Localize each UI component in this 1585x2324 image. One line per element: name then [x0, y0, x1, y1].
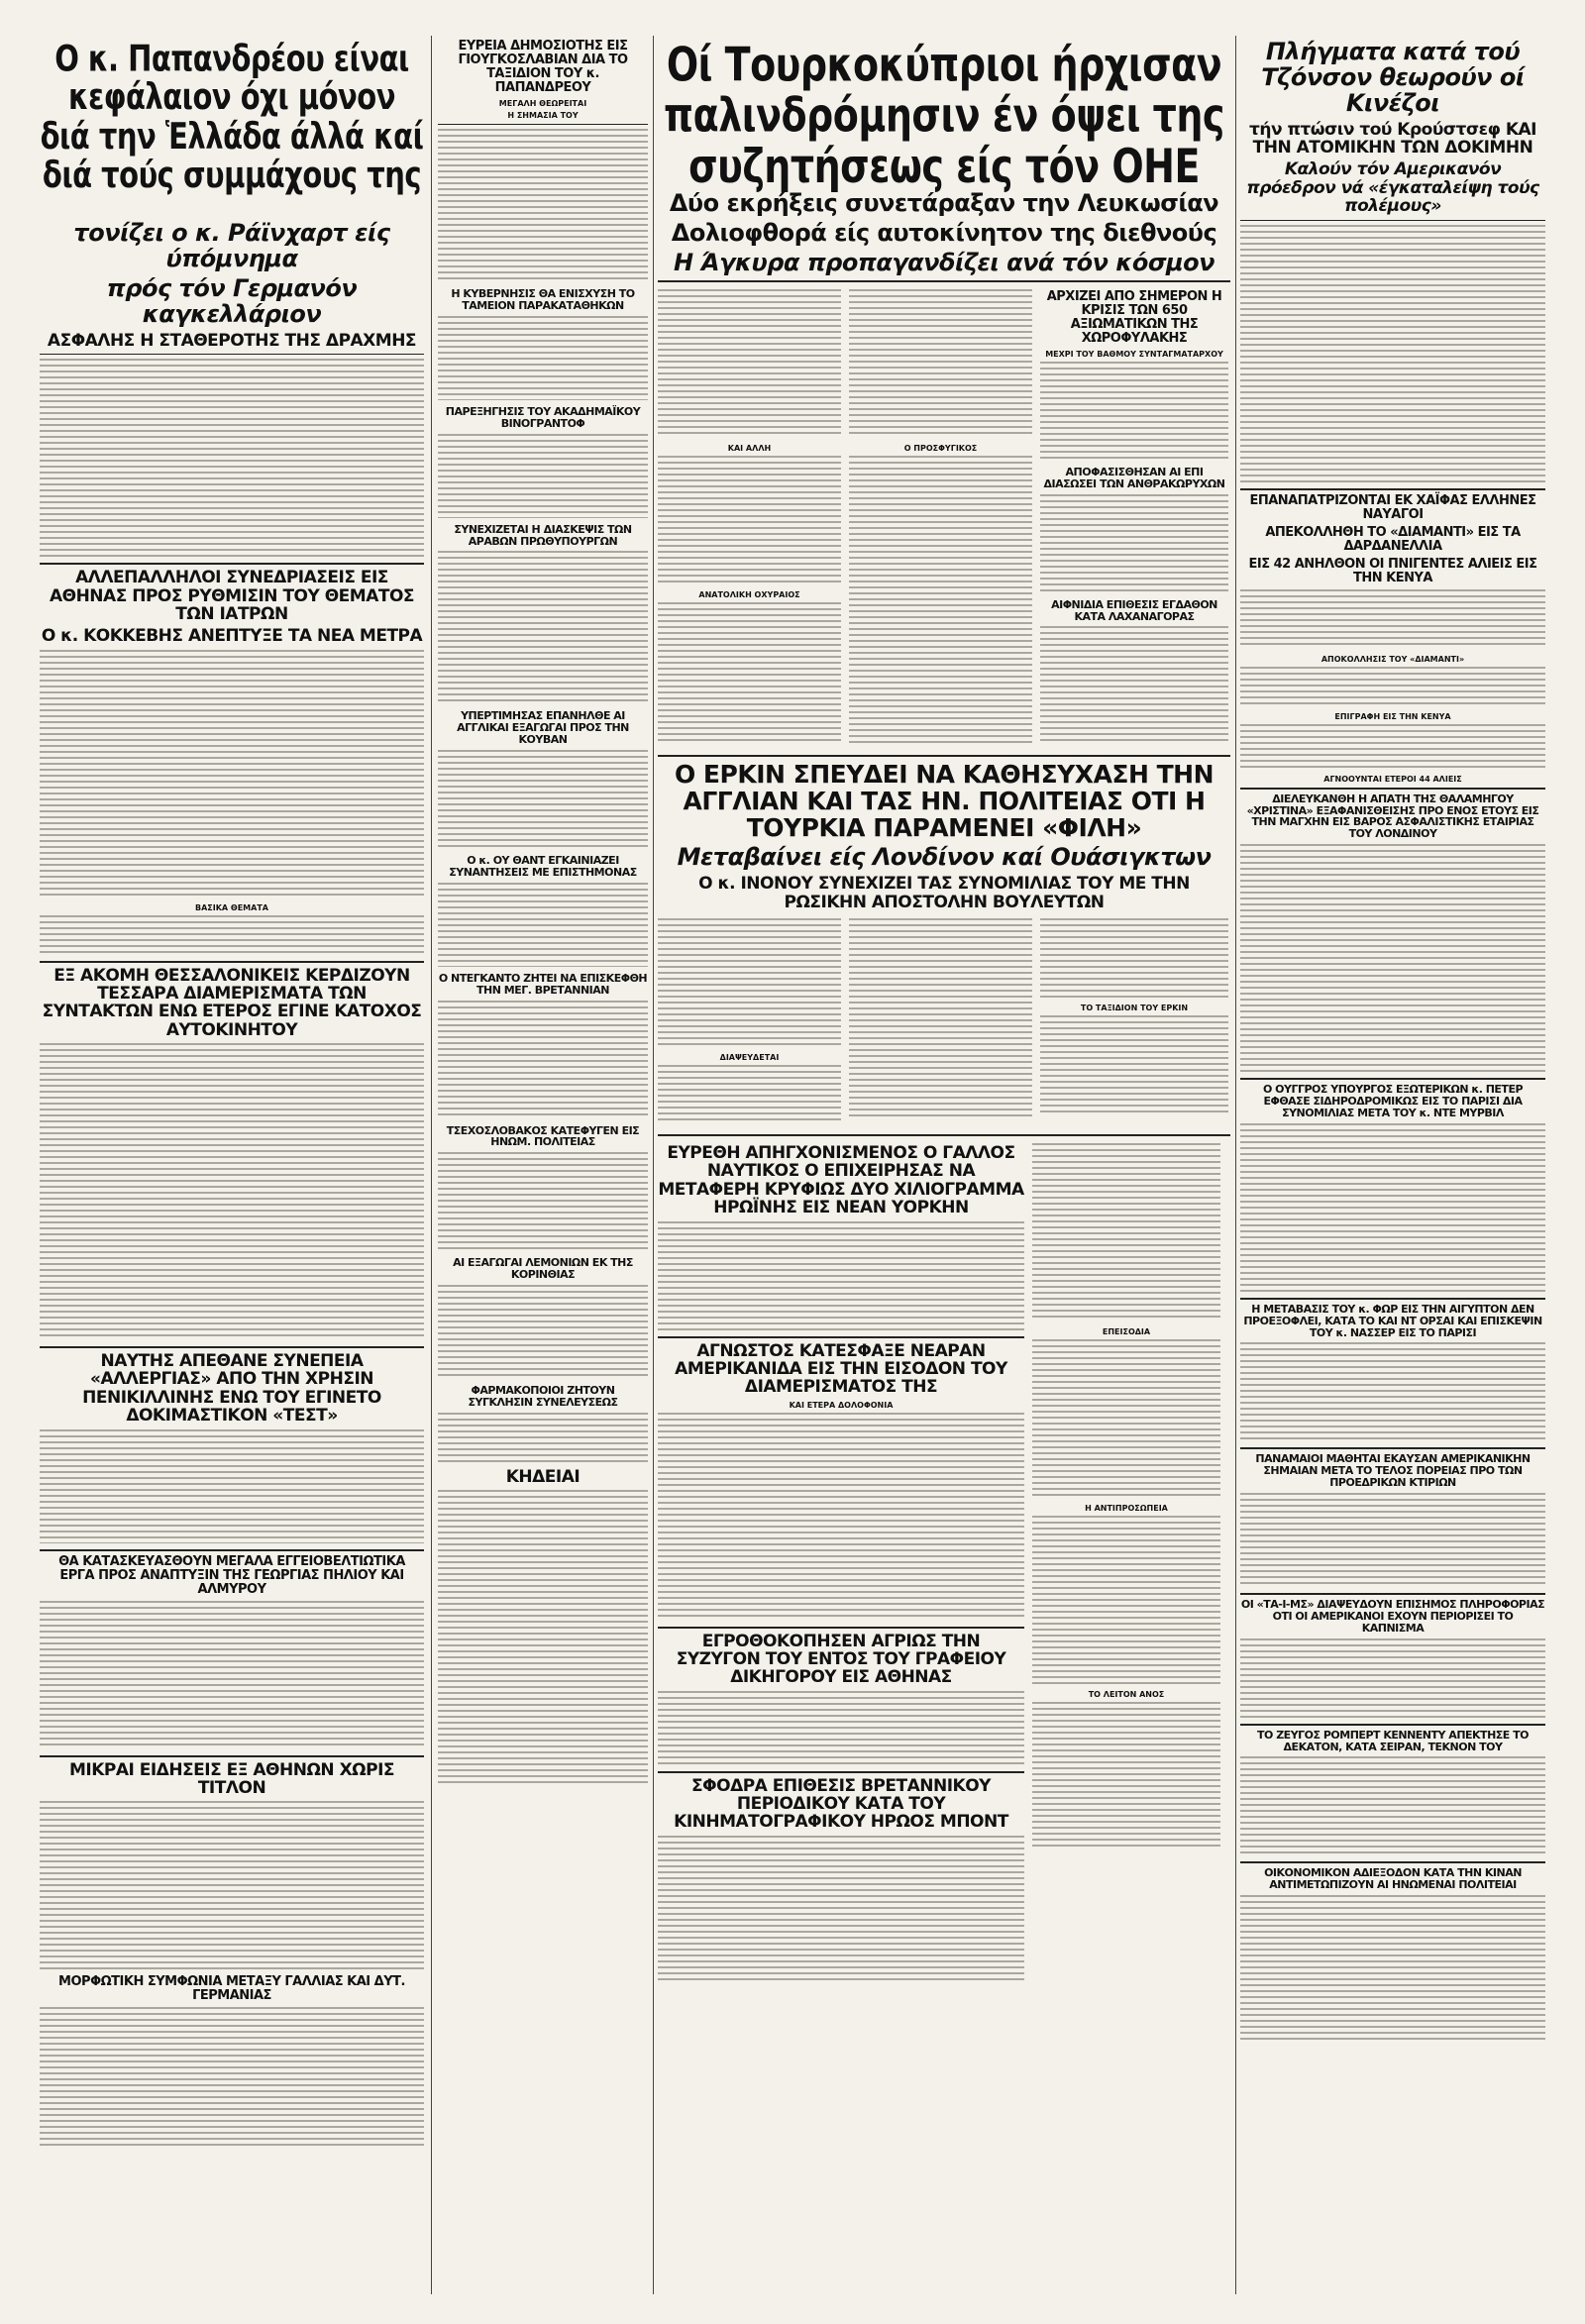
- section-heading: ΕΠΕΙΣΟΔΙΑ: [1102, 1327, 1151, 1337]
- article-text: [1040, 1015, 1228, 1114]
- headline-reinhardt-2: πρός τόν Γερμανόν καγκελλάριον: [106, 274, 358, 328]
- sub-column: [658, 1140, 1024, 1990]
- article-text: [438, 129, 648, 282]
- headline-pharmacists: ΦΑΡΜΑΚΟΠΟΙΟΙ ΖΗΤΟΥΝ ΣΥΓΚΛΗΣΙΝ ΣΥΝΕΛΕΥΣΕΩΣ: [468, 1384, 618, 1409]
- divider: [1240, 1724, 1545, 1726]
- sub-columns: [658, 1140, 1230, 1990]
- headline-kenya: ΕΙΣ 42 ΑΝΗΛΘΟΝ ΟΙ ΠΝΙΓΕΝΤΕΣ ΑΛΙΕΙΣ ΕΙΣ ΤΗΝ ΚΕΝΥΑ: [1248, 556, 1537, 585]
- divider: [658, 1336, 1024, 1338]
- headline-panama: ΠΑΝΑΜΑΙΟΙ ΜΑΘΗΤΑΙ ΕΚΑΥΣΑΝ ΑΜΕΡΙΚΑΝΙΚΗΝ ΣΗΜΑΙΑΝ ΜΕΤΑ ΤΟ ΤΕΛΟΣ ΠΟΡΕΙΑΣ ΠΡΟ ΤΩΝ ΠΡΟΕΔΡΙΚΩΝ ΚΤΙΡΙΩΝ: [1255, 1452, 1531, 1490]
- sub-column: [1032, 1140, 1220, 1990]
- section-heading: ΚΑΙ ΕΤΕΡΑ ΔΟΛΟΦΟΝΙΑ: [789, 1400, 894, 1410]
- subheadline-explosions: Δύο εκρήξεις συνετάραξαν την Λευκωσίαν: [669, 189, 1219, 218]
- article-text: [658, 1413, 1024, 1621]
- divider: [40, 354, 424, 355]
- article-text: [1240, 724, 1545, 769]
- subheadline: ΜΕΓΑΛΗ ΘΕΩΡΕΙΤΑΙ: [498, 99, 587, 109]
- headline-lawyer: ΕΓΡΟΘΟΚΟΠΗΣΕΝ ΑΓΡΙΩΣ ΤΗΝ ΣΥΖΥΓΟΝ ΤΟΥ ΕΝΤΟΣ ΤΟΥ ΓΡΑΦΕΙΟΥ ΔΙΚΗΓΟΡΟΥ ΕΙΣ ΑΘΗΝΑΣ: [676, 1631, 1006, 1688]
- section-heading: ΑΝΑΤΟΛΙΚΗ ΟΧΥΡΑΙΟΣ: [698, 589, 800, 599]
- headline-faure-egypt: Η ΜΕΤΑΒΑΣΙΣ ΤΟΥ κ. ΦΩΡ ΕΙΣ ΤΗΝ ΑΙΓΥΠΤΟΝ ΔΕΝ ΠΡΟΕΞΟΦΛΕΙ, ΚΑΤΑ ΤΟ ΚΑΙ ΝΤ ΟΡΣΑΙ ΚΑΙ ΕΠΙΣΚΕΨΙΝ ΤΟΥ κ. ΝΑΣΣΕΡ ΕΙΣ ΤΟ ΠΑΡΙΣΙ: [1243, 1302, 1542, 1339]
- article-text: [438, 1001, 648, 1119]
- divider: [40, 563, 424, 565]
- article-text: [1240, 1756, 1545, 1855]
- article-text: [658, 602, 841, 741]
- headline-sailor: ΝΑΥΤΗΣ ΑΠΕΘΑΝΕ ΣΥΝΕΠΕΙΑ «ΑΛΛΕΡΓΙΑΣ» ΑΠΟ ΤΗΝ ΧΡΗΣΙΝ ΠΕΝΙΚΙΛΛΙΝΗΣ ΕΝΩ ΤΟΥ ΕΓΙΝΕΤΟ ΔΟΚΙΜΑΣΤΙΚΟΝ «ΤΕΣΤ»: [82, 1351, 381, 1426]
- subheadline: ΜΕΧΡΙ ΤΟΥ ΒΑΘΜΟΥ ΣΥΝΤΑΓΜΑΤΑΡΧΟΥ: [1045, 349, 1223, 359]
- column-rule: [1235, 36, 1236, 2294]
- article-text: [1240, 667, 1545, 706]
- banner-headline: Οί Τουρκοκύπριοι ήρχισαν παλινδρόμησιν έν όψει της συζητήσεως είς τόν ΟΗΕ: [664, 37, 1224, 194]
- divider: [438, 124, 648, 125]
- divider: [1240, 1078, 1545, 1080]
- subheadline-erkin: Μεταβαίνει είς Λονδίνον καί Ουάσιγκτων: [677, 843, 1212, 872]
- headline-miners: ΑΠΟΦΑΣΙΣΘΗΣΑΝ ΑΙ ΕΠΙ ΔΙΑΣΩΣΕΙ ΤΩΝ ΑΝΘΡΑΚΩΡΥΧΩΝ: [1043, 465, 1225, 490]
- article-text: [40, 2007, 424, 2146]
- article-text: [1032, 1702, 1220, 1850]
- headline-papandreou: Ο κ. Παπανδρέου είναι κεφάλαιον όχι μόνον διά την Ἑλλάδα άλλά καί διά τούς συμμάχους της: [40, 37, 424, 196]
- article-text: [1240, 1342, 1545, 1441]
- section-heading: ΑΓΝΟΟΥΝΤΑΙ ΕΤΕΡΟΙ 44 ΑΛΙΕΙΣ: [1323, 774, 1462, 784]
- article-text: [1240, 589, 1545, 649]
- column-2: [438, 36, 648, 2294]
- article-text: [438, 750, 648, 849]
- headline-vinogradov: ΠΑΡΕΞΗΓΗΣΙΣ ΤΟΥ ΑΚΑΔΗΜΑΪΚΟΥ ΒΙΝΟΓΡΑΝΤΟΦ: [445, 404, 641, 430]
- sub-columns: [658, 286, 1230, 752]
- sub-column: [1040, 286, 1228, 752]
- headline-yugoslavia: ΕΥΡΕΙΑ ΔΗΜΟΣΙΟΤΗΣ ΕΙΣ ΓΙΟΥΓΚΟΣΛΑΒΙΑΝ ΔΙΑ ΤΟ ΤΑΞΙΔΙΟΝ ΤΟΥ κ. ΠΑΠΑΝΔΡΕΟΥ: [458, 39, 628, 96]
- article-text: [40, 650, 424, 898]
- sub-column: [849, 286, 1032, 752]
- headline-kennedy: ΤΟ ΖΕΥΓΟΣ ΡΟΜΠΕΡΤ ΚΕΝΝΕΝΤΥ ΑΠΕΚΤΗΣΕ ΤΟ ΔΕΚΑΤΟΝ, ΚΑΤΑ ΣΕΙΡΑΝ, ΤΕΚΝΟΝ ΤΟΥ: [1257, 1728, 1529, 1753]
- sub-column: [658, 286, 841, 752]
- article-text: [658, 1836, 1024, 1984]
- article-text: [1240, 1493, 1545, 1587]
- divider: [1240, 1298, 1545, 1300]
- newspaper-page: [40, 36, 1545, 2294]
- article-text: [40, 1429, 424, 1543]
- article-text: [438, 434, 648, 518]
- headline-erkin: Ο ΕΡΚΙΝ ΣΠΕΥΔΕΙ ΝΑ ΚΑΘΗΣΥΧΑΣΗ ΤΗΝ ΑΓΓΛΙΑΝ ΚΑΙ ΤΑΣ ΗΝ. ΠΟΛΙΤΕΙΑΣ ΟΤΙ Η ΤΟΥΡΚΙΑ ΠΑΡΑΜΕΝΕΙ «ΦΙΛΗ»: [674, 760, 1215, 843]
- subheadline-ankara: Η Άγκυρα προπαγανδίζει ανά τόν κόσμον: [673, 248, 1215, 276]
- section-heading: ΤΟ ΛΕΙΤΟΝ ΑΝΟΣ: [1088, 1690, 1165, 1700]
- headline-u-thant: Ο κ. ΟΥ ΘΑΝΤ ΕΓΚΑΙΝΙΑΖΕΙ ΣΥΝΑΝΤΗΣΕΙΣ ΜΕ ΕΠΙΣΤΗΜΟΝΑΣ: [449, 854, 637, 879]
- sub-column: [1040, 915, 1228, 1130]
- article-text: [40, 1601, 424, 1749]
- headline-gendarmerie: ΑΡΧΙΖΕΙ ΑΠΟ ΣΗΜΕΡΟΝ Η ΚΡΙΣΙΣ ΤΩΝ 650 ΑΞΙΩΜΑΤΙΚΩΝ ΤΗΣ ΧΩΡΟΦΥΛΑΚΗΣ: [1046, 288, 1222, 346]
- divider: [40, 1549, 424, 1551]
- headline-china-economy: ΟΙΚΟΝΟΜΙΚΟΝ ΑΔΙΕΞΟΔΟΝ ΚΑΤΑ ΤΗΝ ΚΙΝΑΝ ΑΝΤΙΜΕΤΩΠΙΖΟΥΝ ΑΙ ΗΝΩΜΕΝΑΙ ΠΟΛΙΤΕΙΑΙ: [1264, 1866, 1522, 1892]
- article-text: [658, 1691, 1024, 1765]
- divider: [658, 1771, 1024, 1773]
- headline-chinese: Πλήγματα κατά τού Τζόνσον θεωρούν οί Κινέζοι: [1261, 38, 1525, 117]
- article-text: [1032, 1339, 1220, 1498]
- article-text: [849, 918, 1032, 1116]
- article-text: [849, 289, 1032, 438]
- section-heading: ΤΟ ΤΑΞΙΔΙΟΝ ΤΟΥ ΕΡΚΙΝ: [1080, 1004, 1189, 1013]
- subheadline-drachma: ΑΣΦΑΛΗΣ Η ΣΤΑΘΕΡΟΤΗΣ ΤΗΣ ΔΡΑΧΜΗΣ: [47, 330, 417, 351]
- article-text: [658, 456, 841, 584]
- headline-hungarian-minister: Ο ΟΥΓΓΡΟΣ ΥΠΟΥΡΓΟΣ ΕΞΩΤΕΡΙΚΩΝ κ. ΠΕΤΕΡ ΕΦΘΑΣΕ ΣΙΔΗΡΟΔΡΟΜΙΚΩΣ ΕΙΣ ΤΟ ΠΑΡΙΣΙ ΔΙΑ ΣΥΝΟΜΙΛΙΑΣ ΜΕΤΑ ΤΟΥ κ. ΝΤΕ ΜΥΡΒΙΛ: [1262, 1083, 1524, 1119]
- headline-czechoslovak: ΤΣΕΧΟΣΛΟΒΑΚΟΣ ΚΑΤΕΦΥΓΕΝ ΕΙΣ ΗΝΩΜ. ΠΟΛΙΤΕΙΑΣ: [446, 1123, 640, 1149]
- headline-doctors: ΑΛΛΕΠΑΛΛΗΛΟΙ ΣΥΝΕΔΡΙΑΣΕΙΣ ΕΙΣ ΑΘΗΝΑΣ ΠΡΟΣ ΡΥΘΜΙΣΙΝ ΤΟΥ ΘΕΜΑΤΟΣ ΤΩΝ ΙΑΤΡΩΝ: [49, 568, 415, 624]
- article-text: [438, 316, 648, 400]
- sub-columns: [658, 915, 1230, 1130]
- section-heading: ΚΑΙ ΑΛΛΗ: [727, 443, 772, 453]
- divider: [1240, 1593, 1545, 1595]
- article-text: [1040, 626, 1228, 745]
- column-4: [1240, 36, 1545, 2294]
- headline-cultural-agreement: ΜΟΡΦΩΤΙΚΗ ΣΥΜΦΩΝΙΑ ΜΕΤΑΞΥ ΓΑΛΛΙΑΣ ΚΑΙ ΔΥΤ. ΓΕΡΜΑΝΙΑΣ: [58, 1974, 405, 2004]
- article-text: [40, 1043, 424, 1340]
- section-heading: ΑΠΟΚΟΛΛΗΣΙΣ ΤΟΥ «ΔΙΑΜΑΝΤΙ»: [1321, 654, 1465, 664]
- article-text: [1040, 918, 1228, 998]
- article-text: [1032, 1516, 1220, 1684]
- headline-cuba-exports: ΥΠΕΡΤΙΜΗΣΑΣ ΕΠΑΝΗΛΘΕ ΑΙ ΑΓΓΛΙΚΑΙ ΕΞΑΓΩΓΑΙ ΠΡΟΣ ΤΗΝ ΚΟΥΒΑΝ: [457, 709, 629, 747]
- article-text: [40, 915, 424, 955]
- article-text: [438, 1490, 648, 1787]
- column-rule: [653, 36, 654, 2294]
- headline-degandro: Ο ΝΤΕΓΚΑΝΤΟ ΖΗΤΕΙ ΝΑ ΕΠΙΣΚΕΦΘΗ ΤΗΝ ΜΕΓ. ΒΡΕΤΑΝΝΙΑΝ: [438, 971, 648, 997]
- article-text: [1032, 1143, 1220, 1321]
- divider: [658, 1134, 1230, 1136]
- section-heading: ΔΙΑΨΕΥΔΕΤΑΙ: [719, 1053, 780, 1063]
- subheadline-sabotage: Δολιοφθορά είς αυτοκίνητον της διεθνούς: [671, 219, 1217, 247]
- headline-heroin: ΕΥΡΕΘΗ ΑΠΗΓΧΟΝΙΣΜΕΝΟΣ Ο ΓΑΛΛΟΣ ΝΑΥΤΙΚΟΣ Ο ΕΠΙΧΕΙΡΗΣΑΣ ΝΑ ΜΕΤΑΦΕΡΗ ΚΡΥΦΙΩΣ ΔΥΟ ΧΙΛΙΟΓΡΑΜΜΑ ΗΡΩΪΝΗΣ ΕΙΣ ΝΕΑΝ ΥΟΡΚΗΝ: [658, 1143, 1024, 1218]
- column-1: [40, 36, 424, 2294]
- column-3: [658, 36, 1230, 2294]
- headline-arab-summit: ΣΥΝΕΧΙΖΕΤΑΙ Η ΔΙΑΣΚΕΨΙΣ ΤΩΝ ΑΡΑΒΩΝ ΠΡΩΘΥΠΟΥΡΓΩΝ: [454, 522, 632, 548]
- article-text: [1040, 494, 1228, 593]
- article-text: [658, 1065, 841, 1124]
- headline-christina: ΔΙΕΛΕΥΚΑΝΘΗ Η ΑΠΑΤΗ ΤΗΣ ΘΑΛΑΜΗΓΟΥ «ΧΡΙΣΤΙΝΑ» ΕΞΑΦΑΝΙΣΘΕΙΣΗΣ ΠΡΟ ΕΝΟΣ ΕΤΟΥΣ ΕΙΣ ΤΗΝ ΜΑΓΧΗΝ ΕΙΣ ΒΑΡΟΣ ΑΣΦΑΛΙΣΤΙΚΗΣ ΕΤΑΙΡΙΑΣ ΤΟΥ ΛΟΝΔΙΝΟΥ: [1246, 792, 1539, 841]
- divider: [40, 961, 424, 963]
- article-text: [438, 1413, 648, 1462]
- headline-diamanti: ΑΠΕΚΟΛΛΗΘΗ ΤΟ «ΔΙΑΜΑΝΤΙ» ΕΙΣ ΤΑ ΔΑΡΔΑΝΕΛΛΙΑ: [1265, 524, 1521, 554]
- sub-column: [658, 915, 841, 1130]
- divider: [658, 755, 1230, 757]
- headline-funerals: ΚΗΔΕΙΑΙ: [505, 1466, 581, 1487]
- article-text: [438, 883, 648, 967]
- section-heading: Η ΑΝΤΙΠΡΟΣΩΠΕΙΑ: [1085, 1504, 1168, 1514]
- subheadline-khrushchev: τήν πτώσιν τού Κρούστσεφ ΚΑΙ ΤΗΝ ΑΤΟΜΙΚΗΝ ΤΩΝ ΔΟΚΙΜΗΝ: [1249, 119, 1536, 158]
- section-heading: ΒΑΣΙΚΑ ΘΕΜΑΤΑ: [195, 902, 268, 912]
- article-text: [1240, 1895, 1545, 2044]
- article-text: [1240, 844, 1545, 1072]
- article-text: [40, 1801, 424, 1969]
- headline-market-attack: ΑΙΦΝΙΔΙΑ ΕΠΙΘΕΣΙΣ ΕΓΔΑΘΟΝ ΚΑΤΑ ΛΑΧΑΝΑΓΟΡΑΣ: [1051, 597, 1217, 623]
- divider: [658, 1627, 1024, 1629]
- divider: [1240, 1861, 1545, 1863]
- section-heading: ΕΠΙΓΡΑΦΗ ΕΙΣ ΤΗΝ ΚΕΝΥΑ: [1334, 711, 1451, 721]
- subheadline: Η ΣΗΜΑΣΙΑ ΤΟΥ: [507, 111, 579, 121]
- column-rule: [431, 36, 432, 2294]
- divider: [1240, 788, 1545, 790]
- headline-kokkevis: Ο κ. ΚΟΚΚΕΒΗΣ ΑΝΕΠΤΥΞΕ ΤΑ ΝΕΑ ΜΕΤΡΑ: [41, 626, 423, 647]
- divider: [1240, 488, 1545, 490]
- headline-lemons: ΑΙ ΕΞΑΓΩΓΑΙ ΛΕΜΟΝΙΩΝ ΕΚ ΤΗΣ ΚΟΡΙΝΘΙΑΣ: [453, 1256, 633, 1282]
- article-text: [1240, 1123, 1545, 1292]
- headline-haifa: ΕΠΑΝΑΠΑΤΡΙΖΟΝΤΑΙ ΕΚ ΧΑΪΦΑΣ ΕΛΛΗΝΕΣ ΝΑΥΑΓΟΙ: [1249, 492, 1536, 522]
- divider: [40, 1346, 424, 1348]
- section-heading: Ο ΠΡΟΣΦΥΓΙΚΟΣ: [903, 443, 978, 453]
- divider: [1240, 1447, 1545, 1449]
- headline-reinhardt: τονίζει ο κ. Ράϊνχαρτ είς ύπόμνημα: [73, 219, 390, 273]
- article-text: [658, 289, 841, 438]
- article-text: [438, 551, 648, 704]
- article-text: [658, 918, 841, 1047]
- divider: [1240, 220, 1545, 221]
- headline-government: Η ΚΥΒΕΡΝΗΣΙΣ ΘΑ ΕΝΙΣΧΥΣΗ ΤΟ ΤΑΜΕΙΟΝ ΠΑΡΑΚΑΤΑΘΗΚΩΝ: [451, 287, 635, 312]
- headline-bond: ΣΦΟΔΡΑ ΕΠΙΘΕΣΙΣ ΒΡΕΤΑΝΝΙΚΟΥ ΠΕΡΙΟΔΙΚΟΥ ΚΑΤΑ ΤΟΥ ΚΙΝΗΜΑΤΟΓΡΑΦΙΚΟΥ ΗΡΩΟΣ ΜΠΟΝΤ: [674, 1775, 1008, 1833]
- headline-thessaloniki: ΕΞ ΑΚΟΜΗ ΘΕΣΣΑΛΟΝΙΚΕΙΣ ΚΕΡΔΙΖΟΥΝ ΤΕΣΣΑΡΑ ΔΙΑΜΕΡΙΣΜΑΤΑ ΤΩΝ ΣΥΝΤΑΚΤΩΝ ΕΝΩ ΕΤΕΡΟΣ ΕΓΙΝΕ ΚΑΤΟΧΟΣ ΑΥΤΟΚΙΝΗΤΟΥ: [42, 965, 422, 1040]
- headline-smoking: ΟΙ «ΤΑ-Ι-ΜΣ» ΔΙΑΨΕΥΔΟΥΝ ΕΠΙΣΗΜΟΣ ΠΛΗΡΟΦΟΡΙΑΣ ΟΤΙ ΟΙ ΑΜΕΡΙΚΑΝΟΙ ΕΧΟΥΝ ΠΕΡΙΟΡΙΣΕΙ ΤΟ ΚΑΠΝΙΣΜΑ: [1240, 1598, 1545, 1635]
- article-text: [438, 1285, 648, 1379]
- headline-inonu: Ο κ. ΙΝΟΝΟΥ ΣΥΝΕΧΙΖΕΙ ΤΑΣ ΣΥΝΟΜΙΛΙΑΣ ΤΟΥ ΜΕ ΤΗΝ ΡΩΣΙΚΗΝ ΑΠΟΣΤΟΛΗΝ ΒΟΥΛΕΥΤΩΝ: [698, 874, 1190, 912]
- article-text: [40, 359, 424, 557]
- article-text: [658, 1221, 1024, 1330]
- subheadline-johnson: Καλούν τόν Αμερικανόν πρόεδρον νά «έγκαταλείψη τούς πολέμους»: [1246, 159, 1539, 217]
- article-text: [1240, 1638, 1545, 1718]
- article-text: [1240, 225, 1545, 482]
- article-text: [1040, 362, 1228, 461]
- divider: [40, 1755, 424, 1757]
- sub-column: [849, 915, 1032, 1130]
- divider: [658, 280, 1230, 282]
- article-text: [438, 1152, 648, 1251]
- article-text: [849, 456, 1032, 743]
- headline-murder: ΑΓΝΩΣΤΟΣ ΚΑΤΕΣΦΑΞΕ ΝΕΑΡΑΝ ΑΜΕΡΙΚΑΝΙΔΑ ΕΙΣ ΤΗΝ ΕΙΣΟΔΟΝ ΤΟΥ ΔΙΑΜΕΡΙΣΜΑΤΟΣ ΤΗΣ: [675, 1340, 1007, 1398]
- headline-small-news: ΜΙΚΡΑΙ ΕΙΔΗΣΕΙΣ ΕΞ ΑΘΗΝΩΝ ΧΩΡΙΣ ΤΙΤΛΟΝ: [68, 1759, 395, 1798]
- headline-pelion: ΘΑ ΚΑΤΑΣΚΕΥΑΣΘΟΥΝ ΜΕΓΑΛΑ ΕΓΓΕΙΟΒΕΛΤΙΩΤΙΚΑ ΕΡΓΑ ΠΡΟΣ ΑΝΑΠΤΥΞΙΝ ΤΗΣ ΓΕΩΡΓΙΑΣ ΠΗΛΙΟΥ ΚΑΙ ΑΛΜΥΡΟΥ: [58, 1553, 405, 1597]
